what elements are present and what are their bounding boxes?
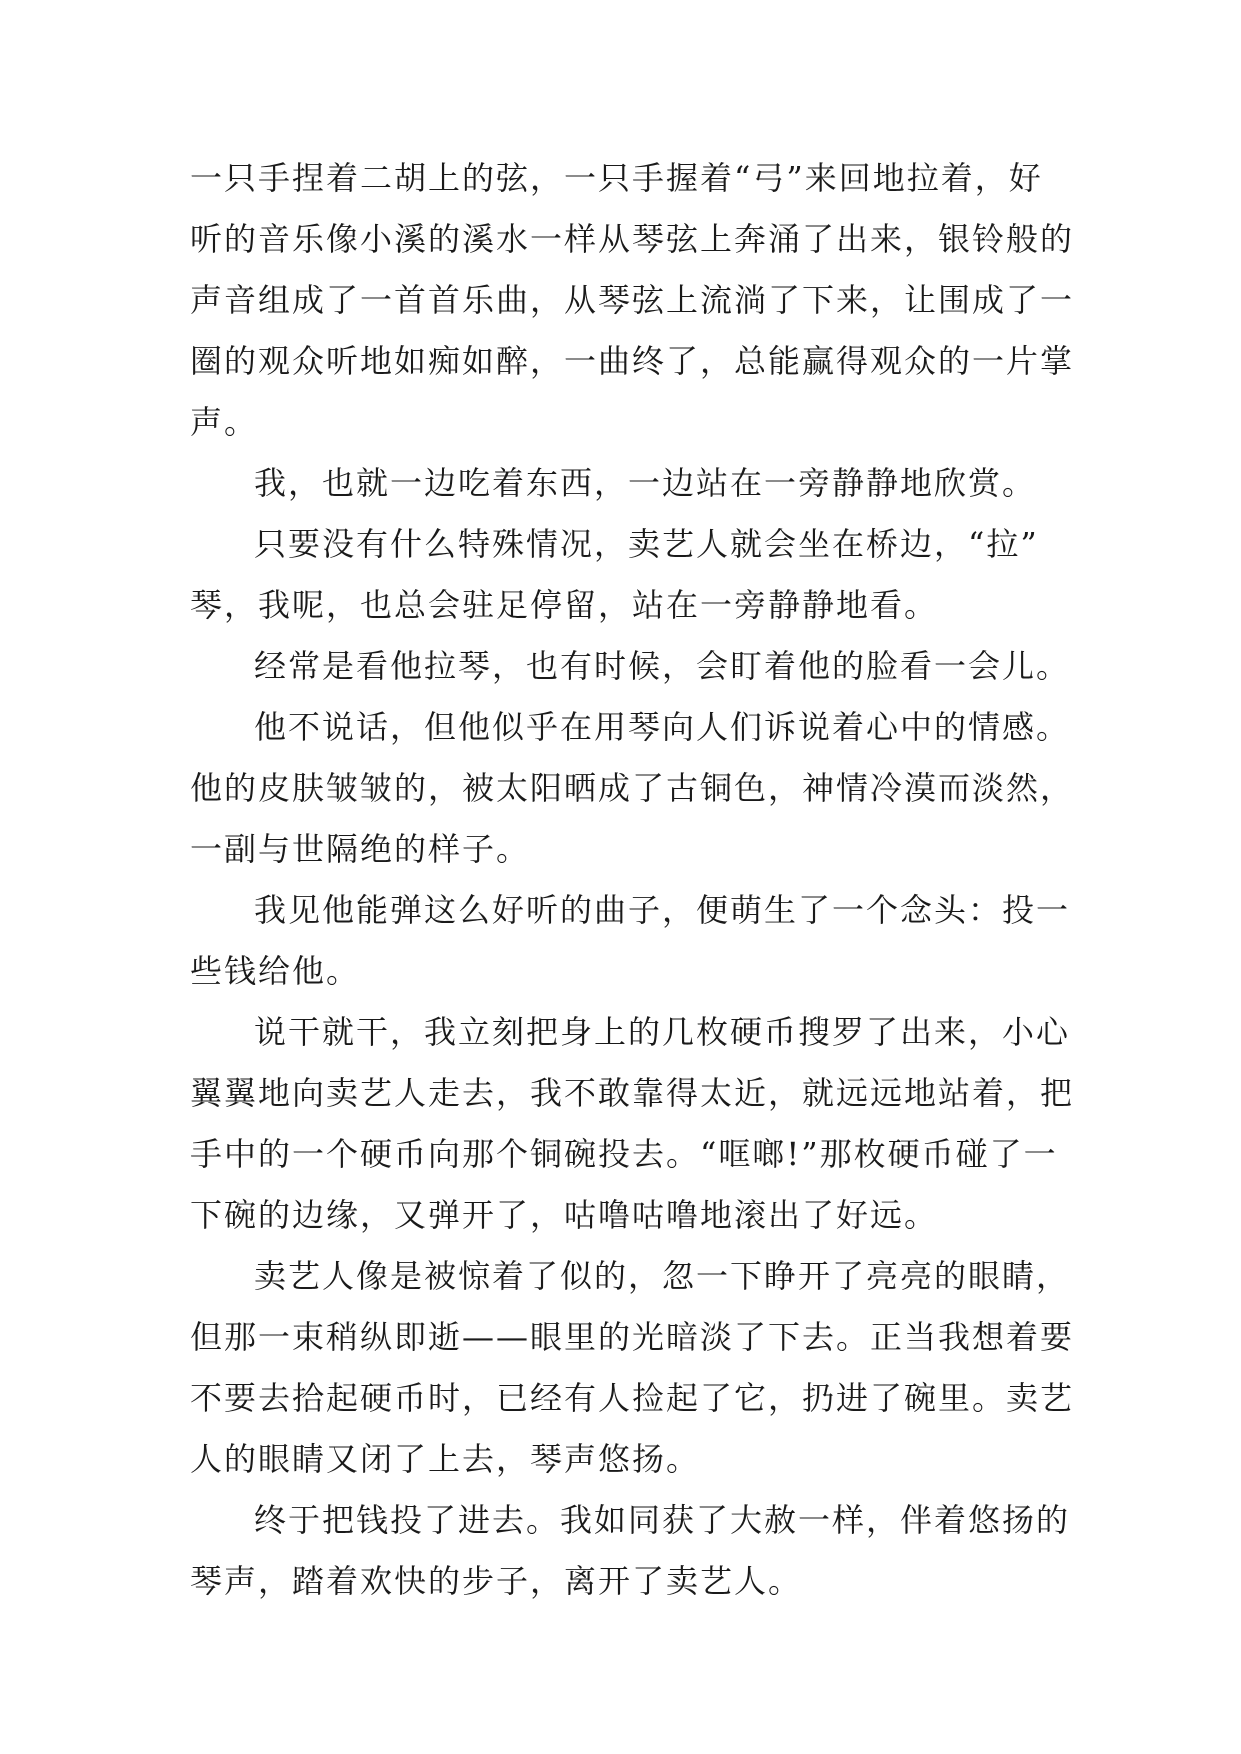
text-line: 一副与世隔绝的样子。	[190, 830, 531, 868]
text-line: 琴，我呢，也总会驻足停留，站在一旁静静地看。	[190, 586, 939, 624]
text-line: 他的皮肤皱皱的，被太阳晒成了古铜色，神情冷漠而淡然，	[190, 769, 1075, 807]
text-line: 听的音乐像小溪的溪水一样从琴弦上奔涌了出来，银铃般的	[190, 220, 1075, 258]
paragraph	[190, 1246, 1075, 1490]
text-line: 我，也就一边吃着东西，一边站在一旁静静地欣赏。	[254, 464, 1037, 502]
text-line: 下碗的边缘，又弹开了，咕噜咕噜地滚出了好远。	[190, 1196, 939, 1234]
text-line: 些钱给他。	[190, 952, 361, 990]
text-line: 一只手捏着二胡上的弦，一只手握着“弓”来回地拉着，好	[190, 159, 1043, 197]
paragraph	[190, 636, 1070, 697]
paragraph	[190, 697, 1075, 880]
text-line: 只要没有什么特殊情况，卖艺人就会坐在桥边，“拉”	[254, 525, 1039, 563]
text-line: 终于把钱投了进去。我如同获了大赦一样，伴着悠扬的	[254, 1501, 1071, 1539]
text-line: 不要去拾起硬币时，已经有人捡起了它，扔进了碗里。卖艺	[190, 1379, 1075, 1417]
paragraph	[190, 453, 1070, 514]
text-line: 声。	[190, 403, 259, 441]
text-line: 他不说话，但他似乎在用琴向人们诉说着心中的情感。	[254, 708, 1071, 746]
paragraph	[190, 1490, 1070, 1612]
text-line: 卖艺人像是被惊着了似的，忽一下睁开了亮亮的眼睛，	[254, 1257, 1071, 1295]
text-line: 我见他能弹这么好听的曲子，便萌生了一个念头：投一	[254, 891, 1071, 929]
text-line: 圈的观众听地如痴如醉，一曲终了，总能赢得观众的一片掌	[190, 342, 1075, 380]
text-line: 翼翼地向卖艺人走去，我不敢靠得太近，就远远地站着，把	[190, 1074, 1075, 1112]
paragraph	[190, 514, 1070, 636]
text-line: 但那一束稍纵即逝——眼里的光暗淡了下去。正当我想着要	[190, 1318, 1075, 1356]
document-body	[190, 148, 1075, 1612]
text-line: 手中的一个硬币向那个铜碗投去。“哐啷!”那枚硬币碰了一	[190, 1135, 1058, 1173]
text-line: 人的眼睛又闭了上去，琴声悠扬。	[190, 1440, 701, 1478]
paragraph	[190, 880, 1070, 1002]
text-line: 说干就干，我立刻把身上的几枚硬币搜罗了出来，小心	[254, 1013, 1071, 1051]
paragraph	[190, 1002, 1075, 1246]
text-line: 声音组成了一首首乐曲，从琴弦上流淌了下来，让围成了一	[190, 281, 1075, 319]
text-line: 经常是看他拉琴，也有时候，会盯着他的脸看一会儿。	[254, 647, 1071, 685]
paragraph	[190, 148, 1075, 453]
text-line: 琴声，踏着欢快的步子，离开了卖艺人。	[190, 1562, 803, 1600]
